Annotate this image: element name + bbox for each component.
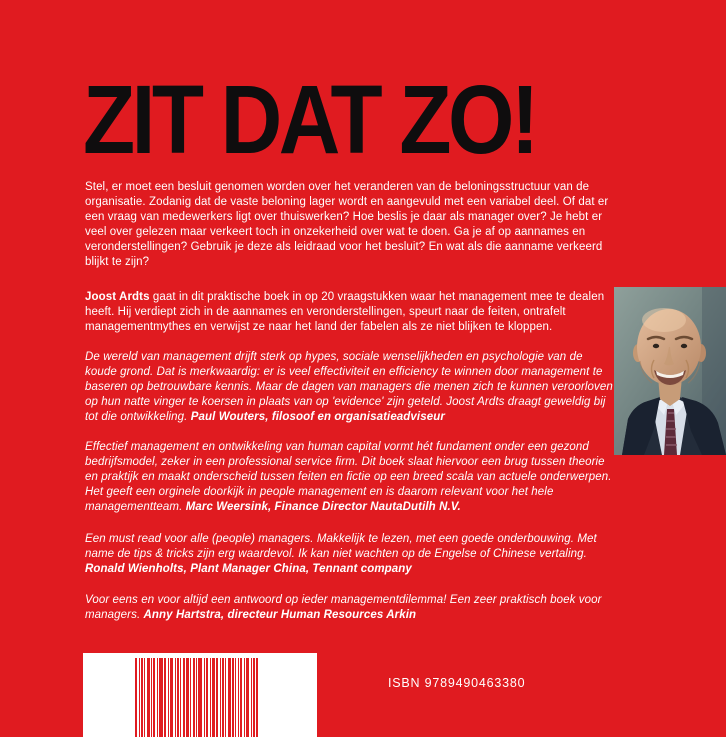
quote-anny-hartstra — [85, 593, 617, 623]
barcode-bars — [135, 658, 258, 737]
page-title: ZIT DAT ZO! — [83, 65, 536, 174]
author-paragraph — [85, 290, 617, 335]
quote-attribution: Marc Weersink, Finance Director NautaDutilh N.V. — [185, 501, 461, 513]
quote-text: Een must read voor alle (people) managers. Makkelijk te lezen, met een goede onderbouwing. Met name de tips & tricks zijn erg waardevol. Ik kan niet wachten op de Engelse of Chinese vertaling. — [85, 533, 597, 560]
quote-text: De wereld van management drijft sterk op hypes, sociale wenselijkheden en psychologie van de koude grond. Dat is merkwaardig: er is veel effectiviteit en efficiency te winnen door management te baseren op betrouwbare kennis. Maar de dagen van managers die menen zich te kunnen veroorloven op hun natte vinger te koersen in plaats van op 'evidence' zijn geteld. Joost Ardts draagt geweldig bij tot die ontwikkeling. — [85, 351, 613, 423]
quote-text: Voor eens en voor altijd een antwoord op ieder managementdilemma! Een zeer praktisch boek voor managers. — [85, 594, 602, 621]
quote-attribution: Ronald Wienholts, Plant Manager China, Tennant company — [85, 563, 412, 575]
quote-ronald-wienholts — [85, 532, 617, 577]
quote-attribution: Paul Wouters, filosoof en organisatieadviseur — [190, 411, 445, 423]
isbn-text: ISBN 9789490463380 — [388, 676, 526, 690]
author-paragraph-text: gaat in dit praktische boek in op 20 vraagstukken waar het management mee te dealen heeft. Hij verdiept zich in de aannames en veronderstellingen, speurt naar de feiten, ontrafelt managementmythes en verwijst ze naar het land der fabelen als ze niet blijken te kloppen. — [85, 291, 605, 333]
quote-text: Effectief management en ontwikkeling van human capital vormt hét fundament onder een gezond bedrijfsmodel, zeker in een professional service firm. Dit boek slaat hiervoor een brug tussen theorie en praktijk en maakt onderscheid tussen feiten en fictie op een breed scala van actuele onderwerpen. Het geeft een orginele doorkijk in people management en is daarom relevant voor het hele managementteam. — [85, 441, 612, 513]
author-name: Joost Ardts — [85, 291, 150, 303]
author-photo — [614, 287, 726, 455]
barcode — [83, 653, 317, 737]
quote-marc-weersink — [85, 440, 617, 515]
quote-paul-wouters — [85, 350, 617, 425]
intro-paragraph: Stel, er moet een besluit genomen worden over het veranderen van de beloningsstructuur van de organisatie. Zodanig dat de vaste beloning lager wordt en aangevuld met een variabel deel. Of dat er een vraag van medewerkers ligt over thuiswerken? Hoe beslis je daar als manager over? Je hebt er veel over gelezen maar verkeert toch in onzekerheid over wat te doen. Ga je af op aannames en veronderstellingen? Gebruik je deze als leidraad voor het besluit? En wat als die aanname verkeerd blijkt te zijn? — [85, 181, 609, 268]
quote-attribution: Anny Hartstra, directeur Human Resources Arkin — [143, 609, 417, 621]
